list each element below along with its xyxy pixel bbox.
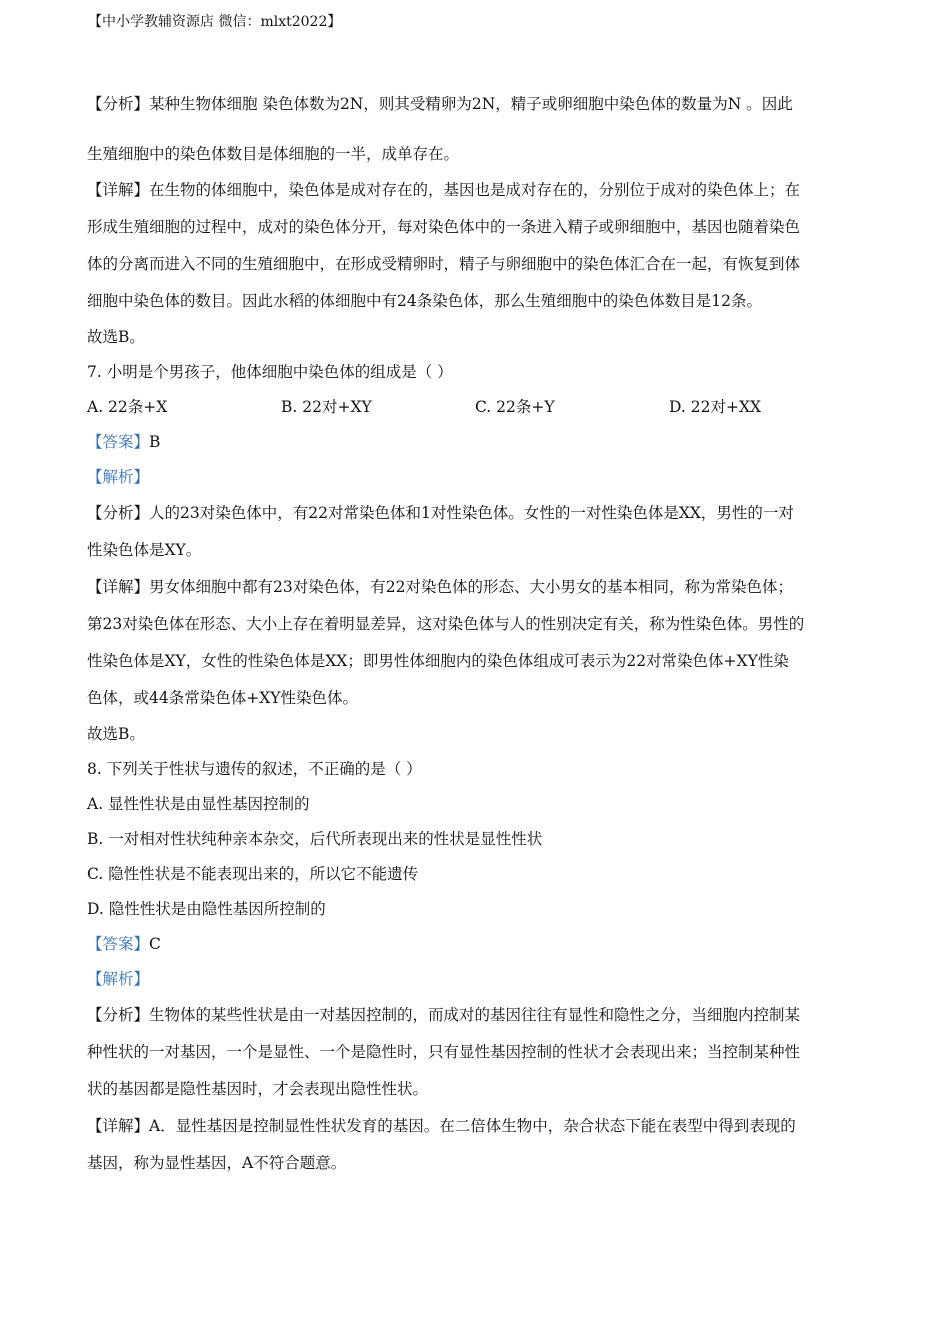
q6-analysis-line-1: 【分析】某种生物体细胞 染色体数为2N，则其受精卵为2N，精子或卵细胞中染色体的数量为N 。因此 [87, 95, 793, 113]
q8-option-d: D. 隐性性状是由隐性基因所控制的 [87, 900, 326, 918]
q6-detail-line-1: 【详解】在生物的体细胞中，染色体是成对存在的，基因也是成对存在的，分别位于成对的染色体上；在 [87, 181, 801, 199]
q7-option-a: A. 22条+X [87, 398, 168, 416]
q6-detail-line-2: 形成生殖细胞的过程中，成对的染色体分开，每对染色体中的一条进入精子或卵细胞中，基因也随着染色 [87, 218, 801, 236]
q7-option-d: D. 22对+XX [669, 398, 762, 416]
q8-analysis-label: 【分析】 [87, 1006, 150, 1024]
q6-analysis-label: 【分析】 [87, 95, 150, 113]
q8-detail-line-1: 【详解】A．显性基因是控制显性性状发育的基因。在二倍体生物中，杂合状态下能在表型中得到表现的 [87, 1117, 796, 1135]
q7-options [87, 390, 869, 425]
q7-answer-value: B [149, 433, 161, 451]
q7-detail-line-1: 【详解】男女体细胞中都有23对染色体，有22对染色体的形态、大小男女的基本相同，称为常染色体； [87, 578, 793, 596]
q7-jiexi-label: 【解析】 [87, 468, 150, 486]
q7-detail-line-3: 性染色体是XY，女性的性染色体是XX；即男性体细胞内的染色体组成可表示为22对常染色体+XY性染 [87, 652, 789, 670]
q8-detail-label: 【详解】 [87, 1117, 150, 1135]
q6-detail-line-3: 体的分离而进入不同的生殖细胞中，在形成受精卵时，精子与卵细胞中的染色体汇合在一起，有恢复到体 [87, 255, 801, 273]
q8-option-b: B. 一对相对性状纯种亲本杂交，后代所表现出来的性状是显性性状 [87, 830, 543, 848]
q7-option-c: C. 22条+Y [475, 398, 555, 416]
q7-detail-line-4: 色体，或44条常染色体+XY性染色体。 [87, 689, 358, 707]
page-header: 【中小学教辅资源店 微信：mlxt2022】 [88, 14, 342, 30]
document-body [87, 86, 869, 1182]
q7-detail-label: 【详解】 [87, 578, 150, 596]
q8-analysis-line-3: 状的基因都是隐性基因时，才会表现出隐性性状。 [87, 1080, 429, 1098]
q6-detail-line-4: 细胞中染色体的数目。因此水稻的体细胞中有24条染色体，那么生殖细胞中的染色体数目是12条。 [87, 292, 762, 310]
q7-option-b: B. 22对+XY [281, 398, 372, 416]
q8-analysis-line-1: 【分析】生物体的某些性状是由一对基因控制的，而成对的基因往往有显性和隐性之分，当细胞内控制某 [87, 1006, 801, 1024]
q8-stem: 8. 下列关于性状与遗传的叙述，不正确的是（ ） [87, 760, 422, 778]
q8-option-c: C. 隐性性状是不能表现出来的，所以它不能遗传 [87, 865, 419, 883]
q8-answer-label: 【答案】 [87, 935, 150, 953]
q7-conclusion: 故选B。 [87, 725, 145, 743]
q8-answer-value: C [149, 935, 161, 953]
q7-answer-label: 【答案】 [87, 433, 150, 451]
q8-analysis-line-2: 种性状的一对基因，一个是显性、一个是隐性时，只有显性基因控制的性状才会表现出来；当控制某种性 [87, 1043, 801, 1061]
q7-stem: 7. 小明是个男孩子，他体细胞中染色体的组成是（ ） [87, 363, 453, 381]
q6-analysis-line-2: 生殖细胞中的染色体数目是体细胞的一半，成单存在。 [87, 145, 460, 163]
q8-answer [87, 927, 869, 962]
q8-detail-line-2: 基因，称为显性基因，A不符合题意。 [87, 1154, 347, 1172]
q6-conclusion: 故选B。 [87, 328, 145, 346]
q7-analysis-line-1: 【分析】人的23对染色体中，有22对常染色体和1对性染色体。女性的一对性染色体是XX，男性的一对 [87, 504, 794, 522]
q7-analysis-line-2: 性染色体是XY。 [87, 541, 202, 559]
q7-detail-line-2: 第23对染色体在形态、大小上存在着明显差异，这对染色体与人的性别决定有关，称为性染色体。男性的 [87, 615, 805, 633]
q7-analysis-label: 【分析】 [87, 504, 150, 522]
q8-jiexi-label: 【解析】 [87, 970, 150, 988]
q8-option-a: A. 显性性状是由显性基因控制的 [87, 795, 310, 813]
q6-detail-label: 【详解】 [87, 181, 150, 199]
q7-answer [87, 425, 869, 460]
